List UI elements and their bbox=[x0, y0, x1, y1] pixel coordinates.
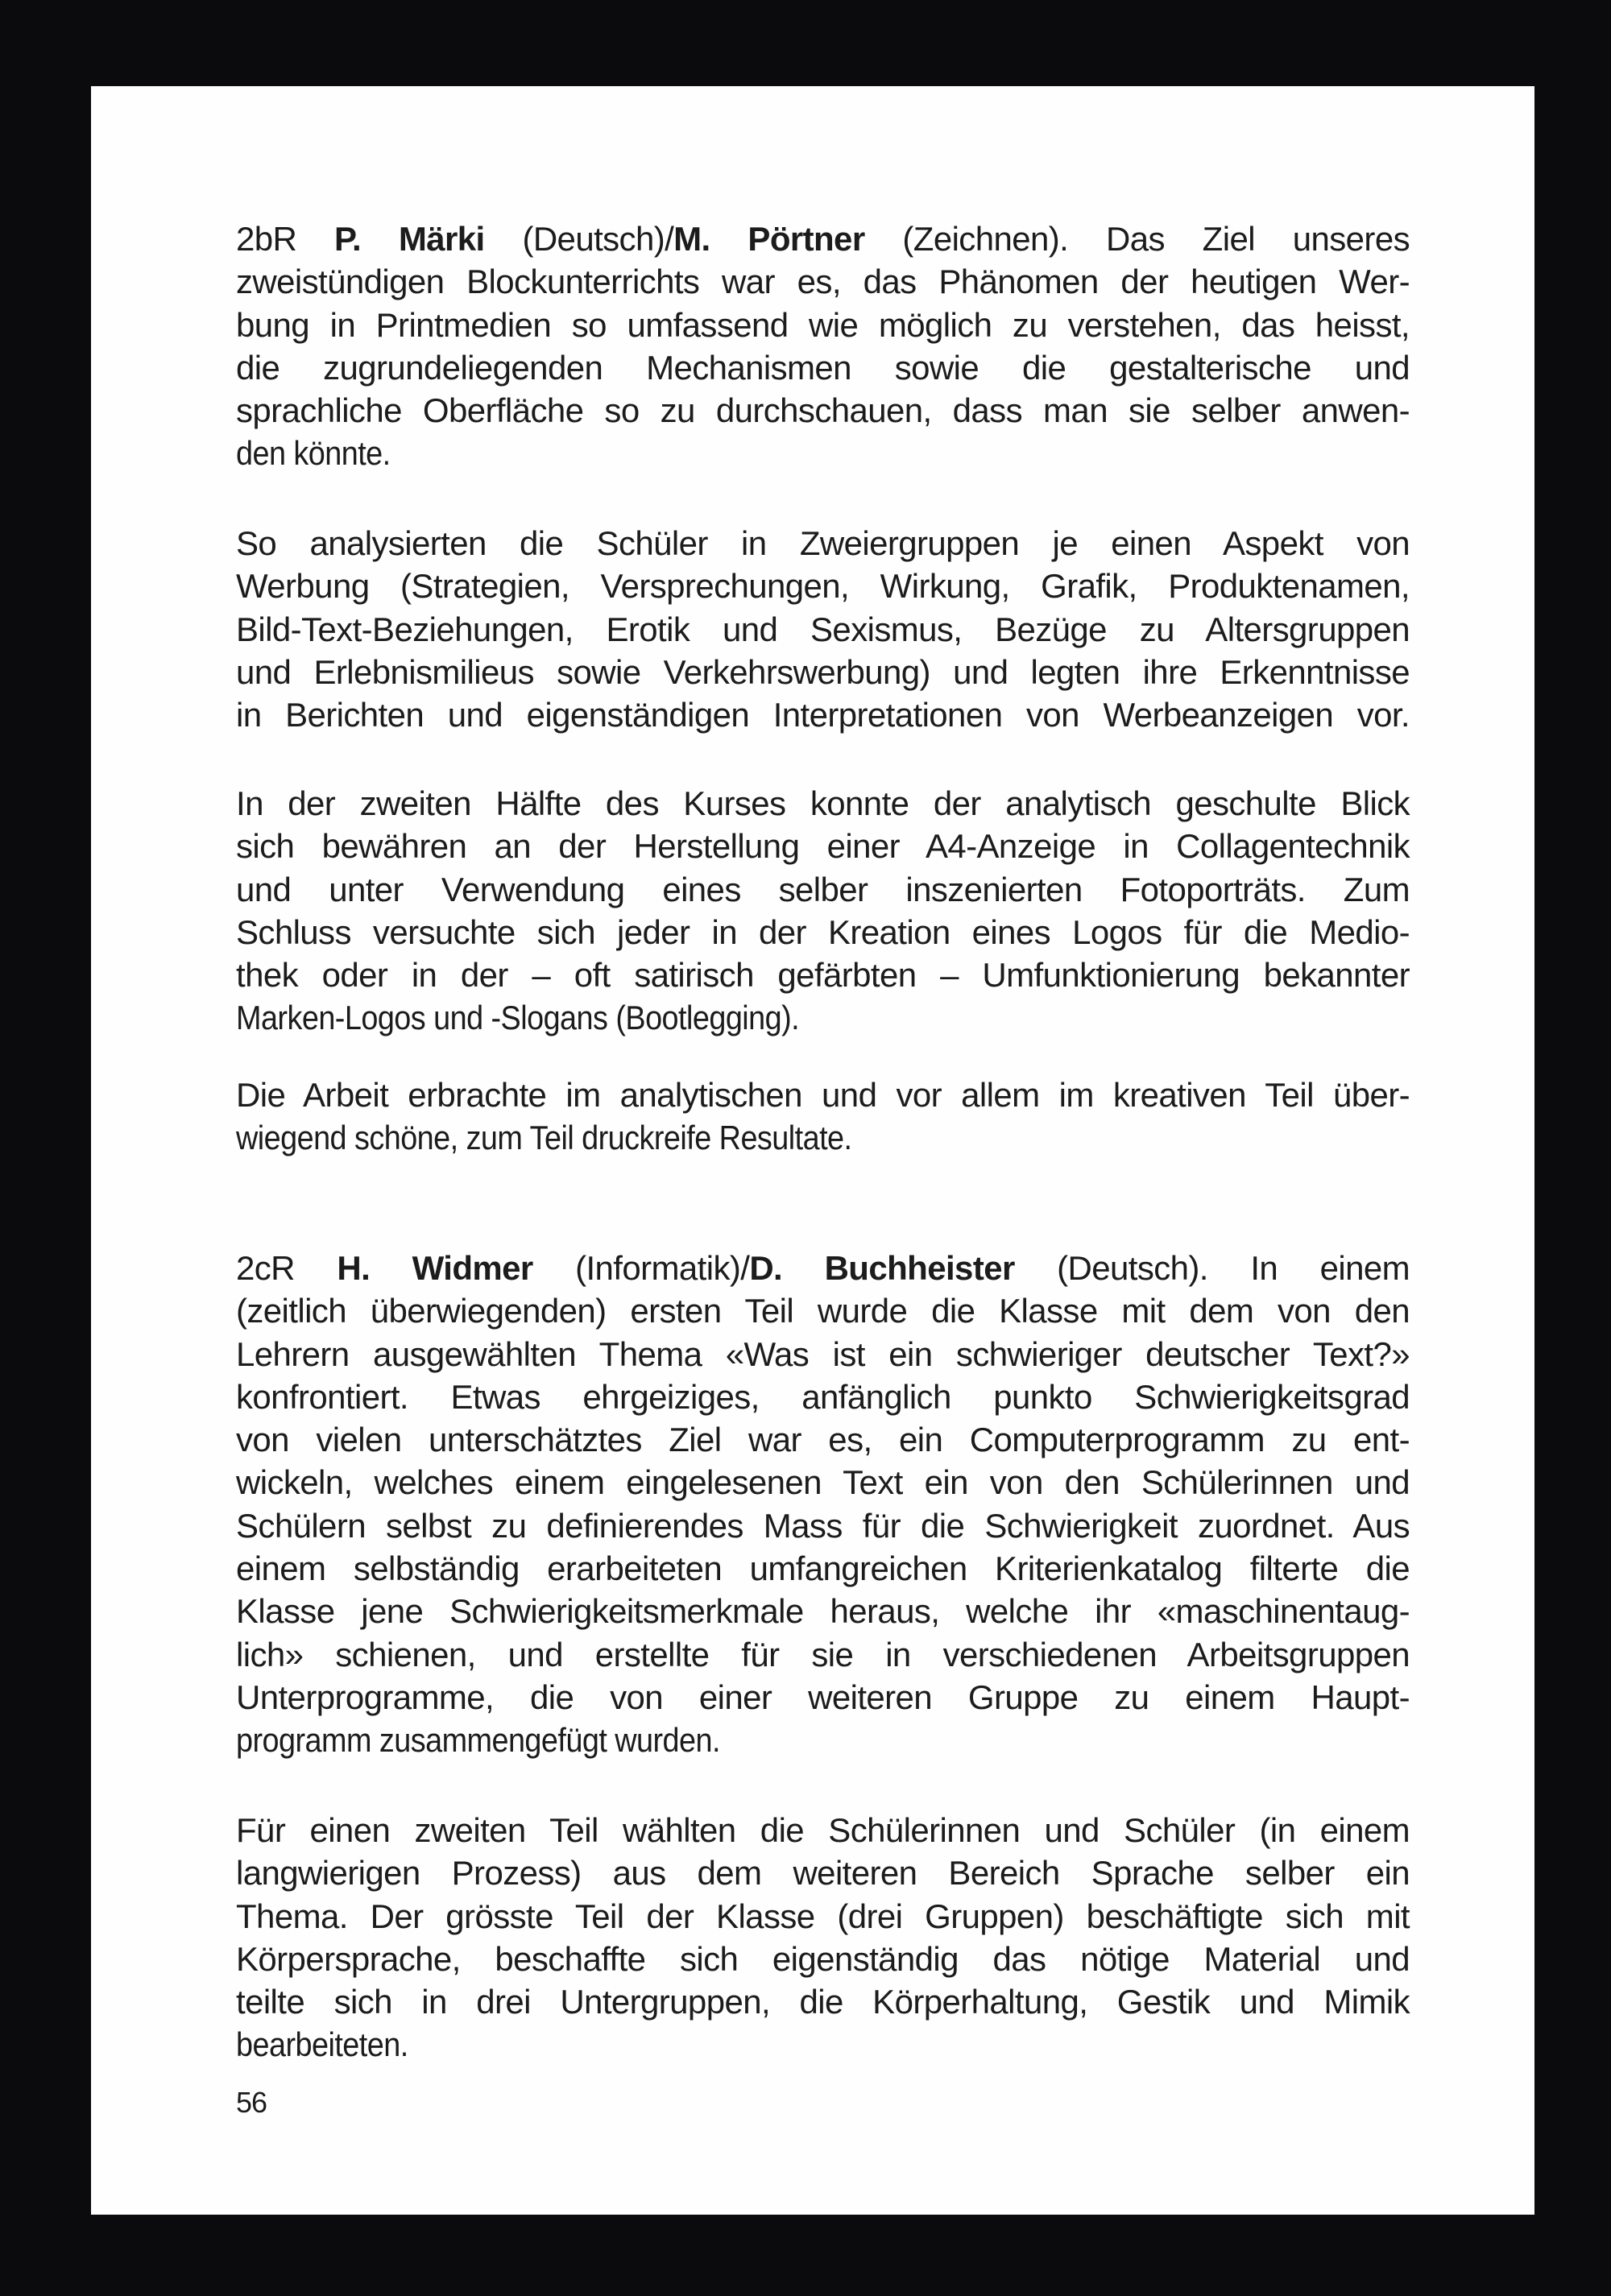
text-line: Unterprogramme, die von einer weiteren Gruppe zu einem Haupt- bbox=[236, 1678, 1410, 1716]
text-line: in Berichten und eigenständigen Interpretationen von Werbeanzeigen vor. bbox=[236, 696, 1410, 734]
section-2bR-paragraph-1 bbox=[236, 217, 1410, 475]
text-line: von vielen unterschätztes Ziel war es, ein Computerprogramm zu ent- bbox=[236, 1421, 1410, 1459]
text-line: einem selbständig erarbeiteten umfangreichen Kriterienkatalog filterte die bbox=[236, 1549, 1410, 1588]
text-line: konfrontiert. Etwas ehrgeiziges, anfänglich punkto Schwierigkeitsgrad bbox=[236, 1377, 1410, 1416]
text-line: wickeln, welches einem eingelesenen Text ein von den Schülerinnen und bbox=[236, 1463, 1410, 1502]
text-line: 2bR P. Märki (Deutsch)/M. Pörtner (Zeichnen). Das Ziel unseres bbox=[236, 220, 1410, 258]
text-line: sprachliche Oberfläche so zu durchschauen, dass man sie selber anwen- bbox=[236, 391, 1410, 430]
text-line: bearbeiteten. bbox=[236, 2025, 408, 2064]
text-line: (zeitlich überwiegenden) ersten Teil wurde die Klasse mit dem von den bbox=[236, 1292, 1410, 1330]
section-2bR-paragraph-3 bbox=[236, 782, 1410, 1040]
text-line: Werbung (Strategien, Versprechungen, Wirkung, Grafik, Produktenamen, bbox=[236, 567, 1410, 606]
text-line: teilte sich in drei Untergruppen, die Körperhaltung, Gestik und Mimik bbox=[236, 1983, 1410, 2021]
text-line: Für einen zweiten Teil wählten die Schülerinnen und Schüler (in einem bbox=[236, 1811, 1410, 1849]
text-line: Lehrern ausgewählten Thema «Was ist ein schwieriger deutscher Text?» bbox=[236, 1334, 1410, 1373]
text-line: Bild-Text-Beziehungen, Erotik und Sexismus, Bezüge zu Altersgruppen bbox=[236, 610, 1410, 648]
text-line: Die Arbeit erbrachte im analytischen und vor allem im kreativen Teil über- bbox=[236, 1076, 1410, 1114]
section-2cR-paragraph-1 bbox=[236, 1247, 1410, 1762]
teacher-name: D. Buchheister bbox=[749, 1249, 1015, 1287]
text-line: thek oder in der – oft satirisch gefärbten – Umfunktionierung bekannter bbox=[236, 956, 1410, 995]
teacher-name: H. Widmer bbox=[337, 1249, 533, 1287]
text-line: So analysierten die Schüler in Zweiergruppen je einen Aspekt von bbox=[236, 524, 1410, 562]
text-line: den könnte. bbox=[236, 434, 391, 473]
teacher-subject: (Deutsch)/ bbox=[522, 220, 674, 258]
section-2bR-paragraph-2 bbox=[236, 522, 1410, 736]
section-2cR-paragraph-2 bbox=[236, 1809, 1410, 2066]
section-2bR-paragraph-4 bbox=[236, 1074, 1410, 1160]
teacher-subject: (Deutsch). bbox=[1057, 1249, 1208, 1287]
text-line: und unter Verwendung eines selber inszenierten Fotoporträts. Zum bbox=[236, 870, 1410, 908]
text-line: Klasse jene Schwierigkeitsmerkmale heraus, welche ihr «maschinentaug- bbox=[236, 1592, 1410, 1631]
text-line: und Erlebnismilieus sowie Verkehrswerbung) und legten ihre Erkenntnisse bbox=[236, 652, 1410, 691]
teacher-name: P. Märki bbox=[334, 220, 485, 258]
teacher-name: M. Pörtner bbox=[673, 220, 865, 258]
class-code: 2cR bbox=[236, 1249, 295, 1287]
text-line: Körpersprache, beschaffte sich eigenständig das nötige Material und bbox=[236, 1939, 1410, 1978]
class-code: 2bR bbox=[236, 220, 297, 258]
text-line: sich bewähren an der Herstellung einer A4-Anzeige in Collagentechnik bbox=[236, 827, 1410, 866]
text-line: langwierigen Prozess) aus dem weiteren Bereich Sprache selber ein bbox=[236, 1854, 1410, 1893]
text-line: Schülern selbst zu definierendes Mass für die Schwierigkeit zuordnet. Aus bbox=[236, 1506, 1410, 1545]
text-line: lich» schienen, und erstellte für sie in verschiedenen Arbeitsgruppen bbox=[236, 1635, 1410, 1673]
page-number: 56 bbox=[236, 2086, 267, 2119]
text-line: 2cR H. Widmer (Informatik)/D. Buchheister (Deutsch). In einem bbox=[236, 1249, 1410, 1287]
text-line: Thema. Der grösste Teil der Klasse (drei Gruppen) beschäftigte sich mit bbox=[236, 1897, 1410, 1935]
teacher-subject: (Informatik)/ bbox=[575, 1249, 750, 1287]
text-line: zweistündigen Blockunterrichts war es, das Phänomen der heutigen Wer- bbox=[236, 263, 1410, 301]
text-line: bung in Printmedien so umfassend wie möglich zu verstehen, das heisst, bbox=[236, 305, 1410, 344]
text-line: In der zweiten Hälfte des Kurses konnte der analytisch geschulte Blick bbox=[236, 784, 1410, 822]
text-line: Schluss versuchte sich jeder in der Kreation eines Logos für die Medio- bbox=[236, 912, 1410, 951]
text-line: programm zusammengefügt wurden. bbox=[236, 1721, 720, 1760]
teacher-subject: (Zeichnen). bbox=[902, 220, 1069, 258]
text-line: die zugrundeliegenden Mechanismen sowie die gestalterische und bbox=[236, 348, 1410, 387]
document-page bbox=[91, 86, 1534, 2215]
text-line: wiegend schöne, zum Teil druckreife Resultate. bbox=[236, 1119, 852, 1157]
text-line: Marken-Logos und -Slogans (Bootlegging). bbox=[236, 999, 800, 1037]
